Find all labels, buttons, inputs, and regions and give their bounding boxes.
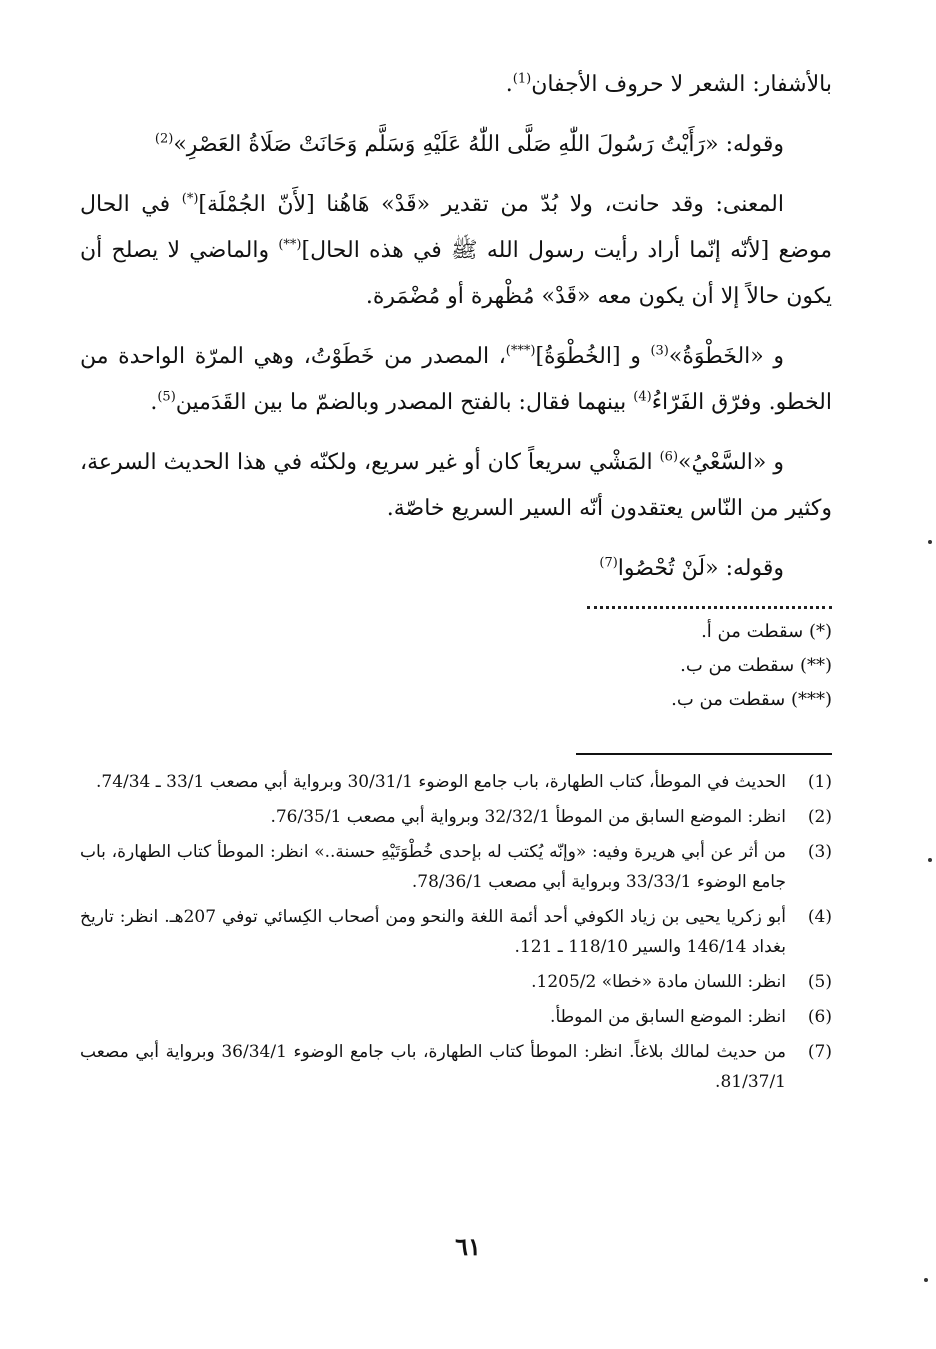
paragraph-3: المعنى: وقد حانت، ولا بُدّ من تقدير «قَدْ» هَاهُنا [لأَنّ الجُمْلَة](*) في الحال موضع [لأنّه إنّما أراد رأيت رسول الله ﷺ في هذه الحال](**) والماضي لا يصلح أن يكون حالاً إلا أن يكون معه «قَدْ» مُظْهرة أو مُضْمَرة. bbox=[80, 191, 832, 309]
footnote-2: (2) انظر: الموضع السابق من الموطأ 32/32/1 وبرواية أبي مصعب 76/35/1. bbox=[270, 807, 832, 827]
mark-ref-2[interactable]: (**) bbox=[278, 237, 302, 253]
main-text bbox=[80, 62, 832, 592]
mark-ref-3[interactable]: (***) bbox=[505, 343, 536, 359]
variant-notes bbox=[80, 615, 832, 717]
dotted-separator bbox=[587, 606, 832, 609]
footnote-ref-6[interactable]: (6) bbox=[659, 449, 679, 465]
footnote-6: (6) انظر: الموضع السابق من الموطأ. bbox=[550, 1007, 832, 1027]
paragraph-2: وقوله: «رَأَيْتُ رَسُولَ اللّٰهِ صَلَّى اللّٰهُ عَلَيْهِ وَسَلَّم وَحَانَتْ صَلَاةُ العَصْرِ»$^{(2)}$ bbox=[154, 131, 784, 157]
paragraph-4: و «الخَطْوَةُ»$^{(3)}$ و [الخُطْوَةُ](***)، المصدر من خَطَوْتُ، وهي المرّة الواحدة من الخطو. وفرّق الفَرّاءُ$^{(4)}$ بينهما فقال: بالفتح المصدر وبالضمّ ما بين القَدَمين$^{(5)}$. bbox=[80, 343, 832, 415]
footnotes bbox=[80, 767, 832, 1097]
footnote-ref-2[interactable]: (2) bbox=[154, 131, 174, 147]
variant-note: (***) سقطت من ب. bbox=[671, 689, 832, 710]
paragraph-1: بالأشفار: الشعر لا حروف الأجفان$^{(1)}$. bbox=[505, 71, 832, 97]
footnote-ref-1[interactable]: (1) bbox=[512, 71, 532, 87]
footnote-4: (4) أبو زكريا يحيى بن زياد الكوفي أحد أئمة اللغة والنحو ومن أصحاب الكِسائي توفي 207هـ. انظر: تاريخ بغداد 146/14 والسير 118/10 ـ 121. bbox=[80, 907, 832, 957]
scan-speck bbox=[924, 1278, 928, 1282]
variant-note: (*) سقطت من أ. bbox=[701, 621, 832, 642]
footnote-1: (1) الحديث في الموطأ، كتاب الطهارة، باب جامع الوضوء 30/31/1 وبرواية أبي مصعب 33/1 ـ 74/34. bbox=[95, 772, 832, 792]
footnote-ref-3[interactable]: (3) bbox=[650, 343, 669, 359]
footnote-ref-4[interactable]: (4) bbox=[633, 389, 652, 405]
scan-speck bbox=[928, 858, 932, 862]
footnote-5: (5) انظر: اللسان مادة «خطا» 1205/2. bbox=[531, 972, 832, 992]
footnote-ref-7[interactable]: (7) bbox=[599, 555, 618, 571]
paragraph-6: وقوله: «لَنْ تُحْصُوا$^{(7)}$ bbox=[599, 555, 784, 581]
footnote-3: (3) من أثر عن أبي هريرة وفيه: «وإنّه يُكتب له بإحدى خُطْوَتَيْهِ حسنة..» انظر: الموطأ كتاب الطهارة، باب جامع الوضوء 33/33/1 وبرواية أبي مصعب 78/36/1. bbox=[80, 842, 832, 892]
page-body bbox=[80, 62, 832, 1102]
footnote-rule bbox=[576, 753, 832, 755]
scan-speck bbox=[928, 540, 932, 544]
footnote-ref-5[interactable]: (5) bbox=[157, 389, 176, 405]
variant-note: (**) سقطت من ب. bbox=[680, 655, 832, 676]
paragraph-5: و «السَّعْيُ»$^{(6)}$ المَشْي سريعاً كان أو غير سريع، ولكنّه في هذا الحديث السرعة، وكثير من النّاس يعتقدون أنّه السير السريع خاصّة. bbox=[80, 449, 832, 521]
footnote-7: (7) من حديث لمالك بلاغاً. انظر: الموطأ كتاب الطهارة، باب جامع الوضوء 36/34/1 وبرواية أبي مصعب 81/37/1. bbox=[80, 1042, 832, 1092]
page-number: ٦١ bbox=[455, 1232, 481, 1261]
mark-ref-1[interactable]: (*) bbox=[181, 191, 199, 207]
